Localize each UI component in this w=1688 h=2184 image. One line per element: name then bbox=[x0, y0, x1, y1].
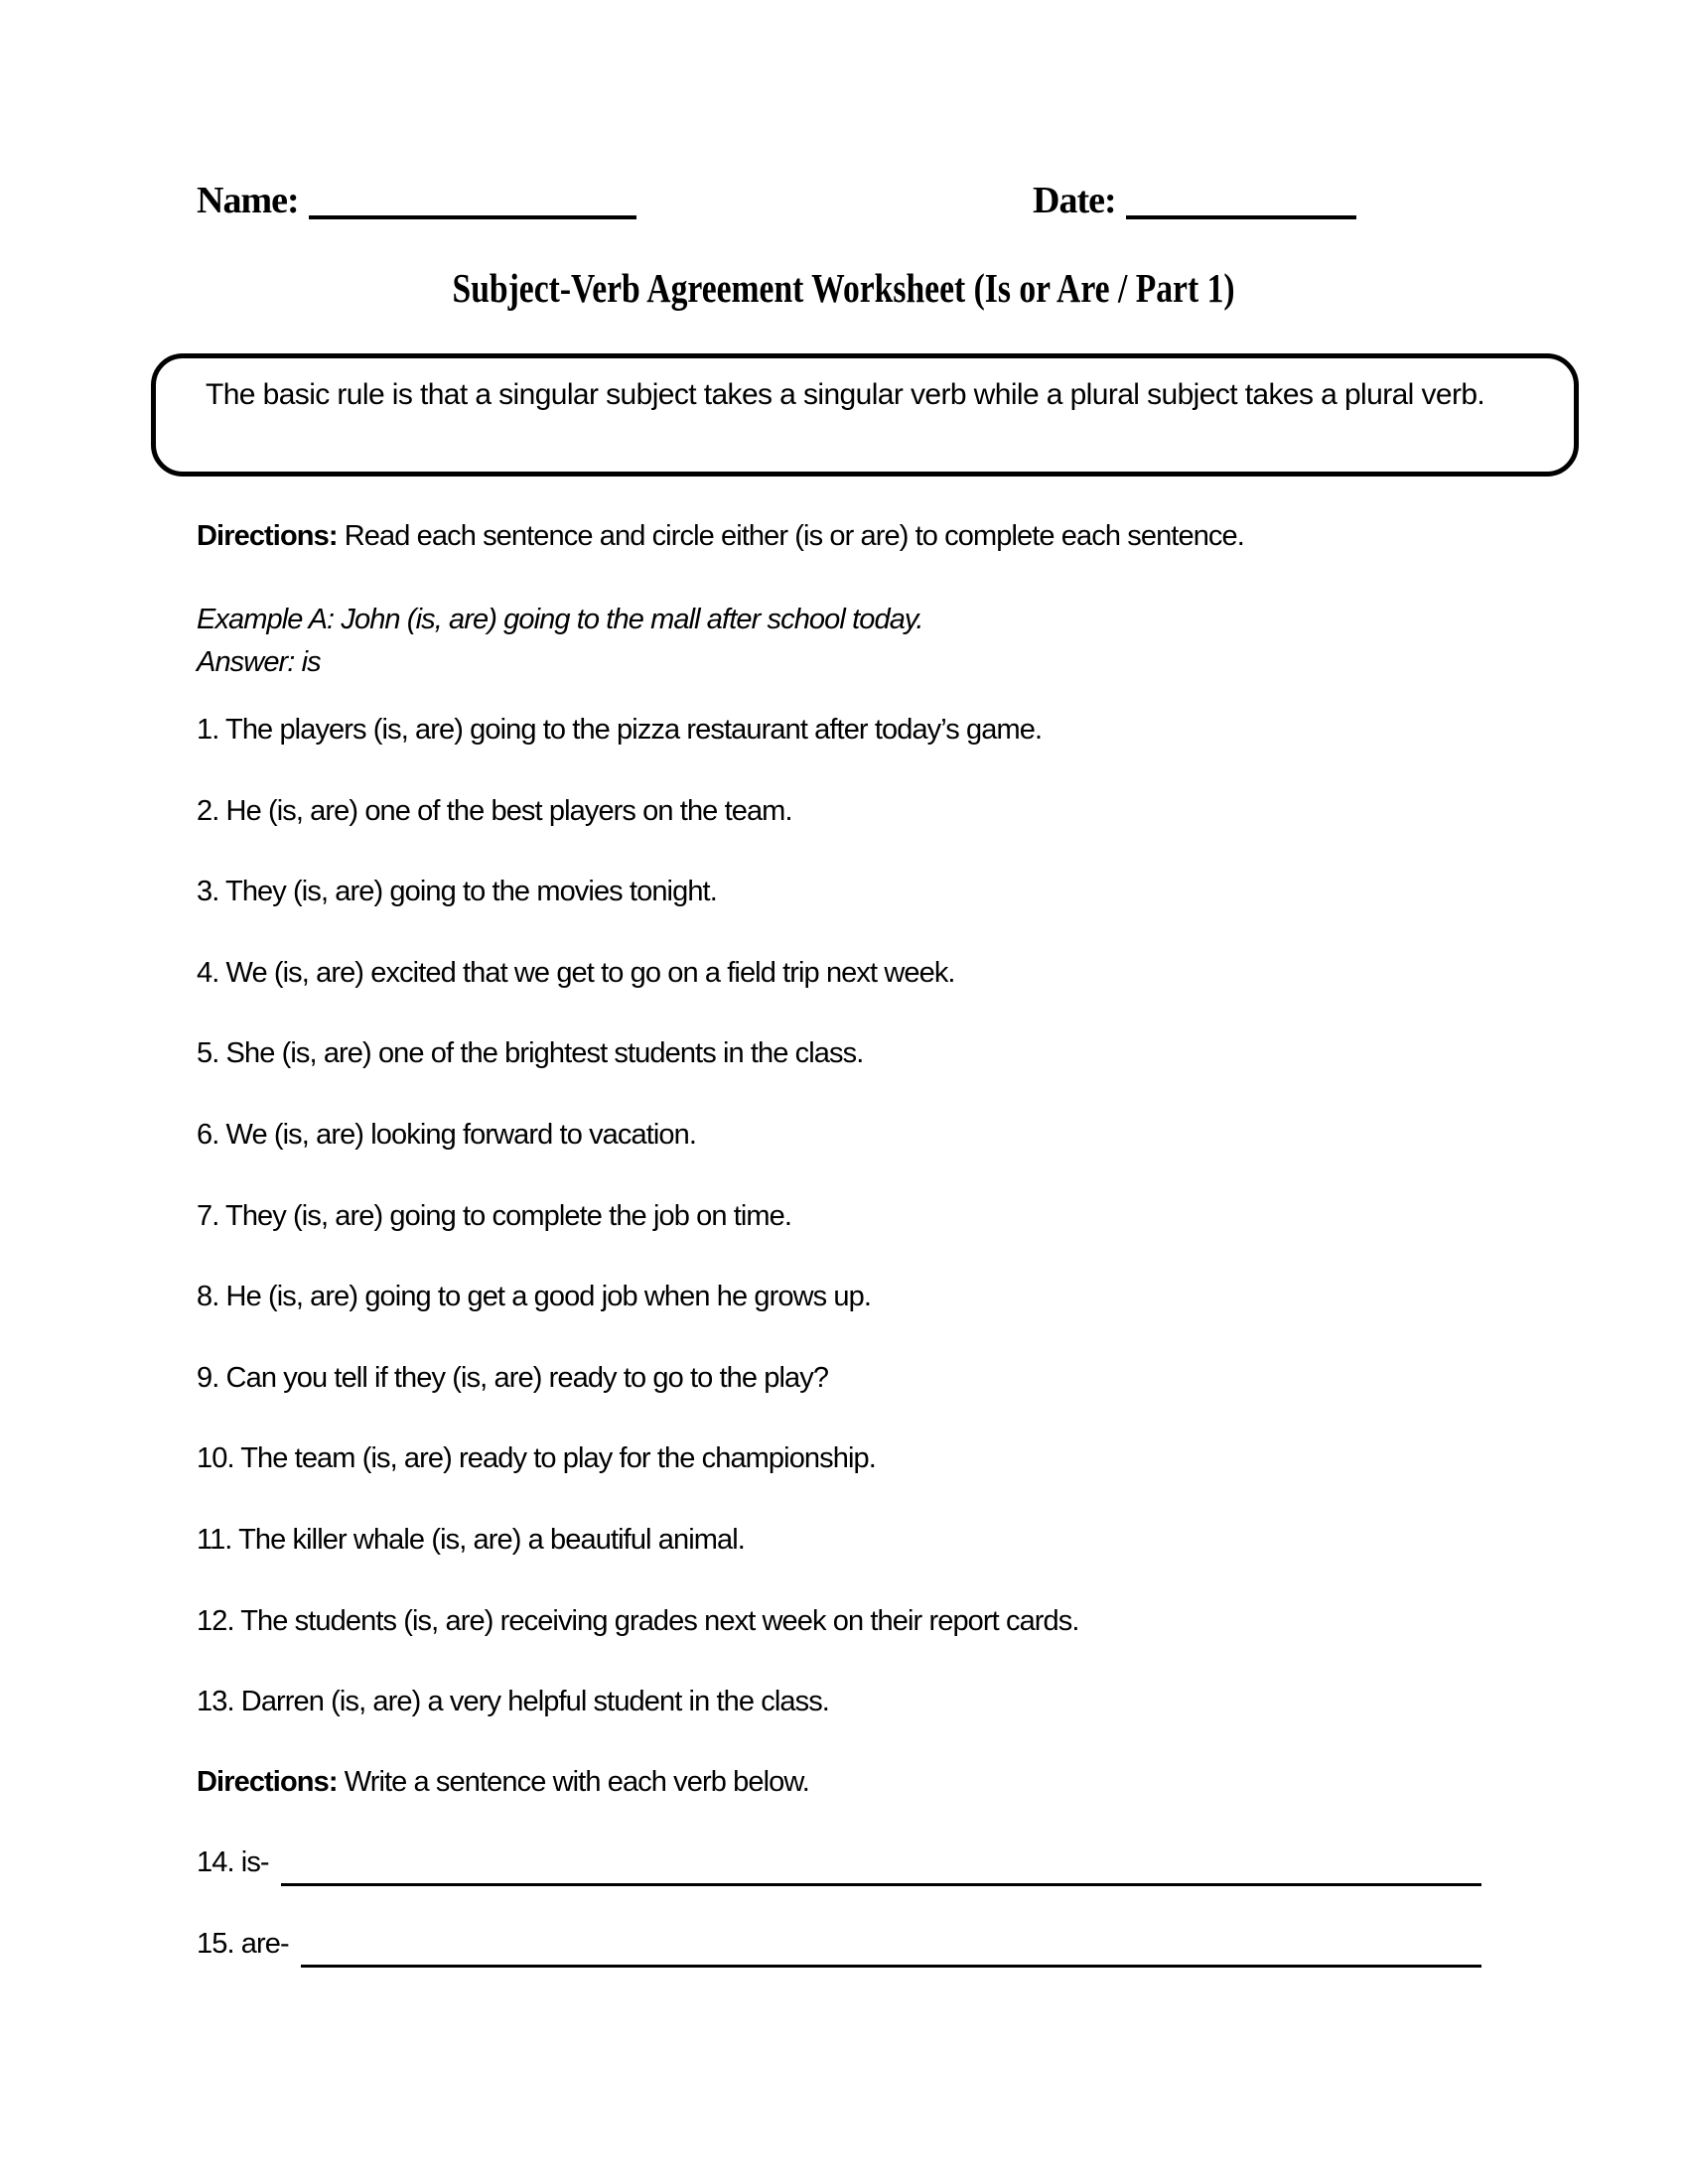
question-list bbox=[197, 714, 1487, 1767]
write-sentence-list bbox=[197, 1844, 1481, 2006]
question-item: 10. The team (is, are) ready to play for the championship. bbox=[197, 1442, 876, 1475]
directions-1-text: Read each sentence and circle either (is or are) to complete each sentence. bbox=[344, 520, 1244, 552]
question-item: 7. They (is, are) going to complete the job on time. bbox=[197, 1199, 792, 1232]
directions-2 bbox=[197, 1766, 809, 1799]
write-item bbox=[197, 1926, 1481, 2007]
directions-1-label: Directions: bbox=[197, 520, 338, 552]
question-item: 13. Darren (is, are) a very helpful student in the class. bbox=[197, 1686, 829, 1718]
date-field-group bbox=[1033, 179, 1356, 222]
write-item bbox=[197, 1844, 1481, 1926]
rule-box bbox=[151, 353, 1579, 477]
title-row bbox=[0, 264, 1688, 312]
question-item: 2. He (is, are) one of the best players on the team. bbox=[197, 794, 792, 827]
name-blank[interactable] bbox=[309, 215, 636, 219]
example-block bbox=[197, 599, 923, 684]
question-item: 3. They (is, are) going to the movies tonight. bbox=[197, 876, 717, 908]
example-answer: Answer: is bbox=[197, 646, 321, 678]
date-label: Date: bbox=[1033, 180, 1116, 221]
question-item: 1. The players (is, are) going to the pizza restaurant after today’s game. bbox=[197, 714, 1043, 746]
write-item-label: 14. is- bbox=[197, 1846, 269, 1878]
question-item: 4. We (is, are) excited that we get to go on a field trip next week. bbox=[197, 956, 955, 989]
directions-2-label: Directions: bbox=[197, 1766, 338, 1798]
question-item: 6. We (is, are) looking forward to vacation. bbox=[197, 1118, 697, 1151]
rule-text: The basic rule is that a singular subject takes a singular verb while a plural subject takes a plural verb. bbox=[206, 378, 1485, 411]
question-item: 12. The students (is, are) receiving grades next week on their report cards. bbox=[197, 1604, 1079, 1637]
write-item-label: 15. are- bbox=[197, 1927, 289, 1960]
question-item: 5. She (is, are) one of the brightest students in the class. bbox=[197, 1037, 864, 1070]
question-item: 9. Can you tell if they (is, are) ready to go to the play? bbox=[197, 1361, 829, 1394]
name-label: Name: bbox=[197, 180, 299, 221]
directions-1 bbox=[197, 520, 1244, 553]
write-item-blank[interactable] bbox=[281, 1844, 1481, 1886]
name-field-group bbox=[197, 179, 636, 222]
question-item: 11. The killer whale (is, are) a beautiful animal. bbox=[197, 1523, 745, 1556]
page-title: Subject-Verb Agreement Worksheet (Is or Are / Part 1) bbox=[452, 265, 1236, 311]
write-item-blank[interactable] bbox=[301, 1926, 1481, 1968]
example-sentence: Example A: John (is, are) going to the mall after school today. bbox=[197, 604, 923, 635]
question-item: 8. He (is, are) going to get a good job when he grows up. bbox=[197, 1281, 871, 1313]
date-blank[interactable] bbox=[1126, 215, 1356, 219]
directions-2-text: Write a sentence with each verb below. bbox=[344, 1766, 809, 1798]
